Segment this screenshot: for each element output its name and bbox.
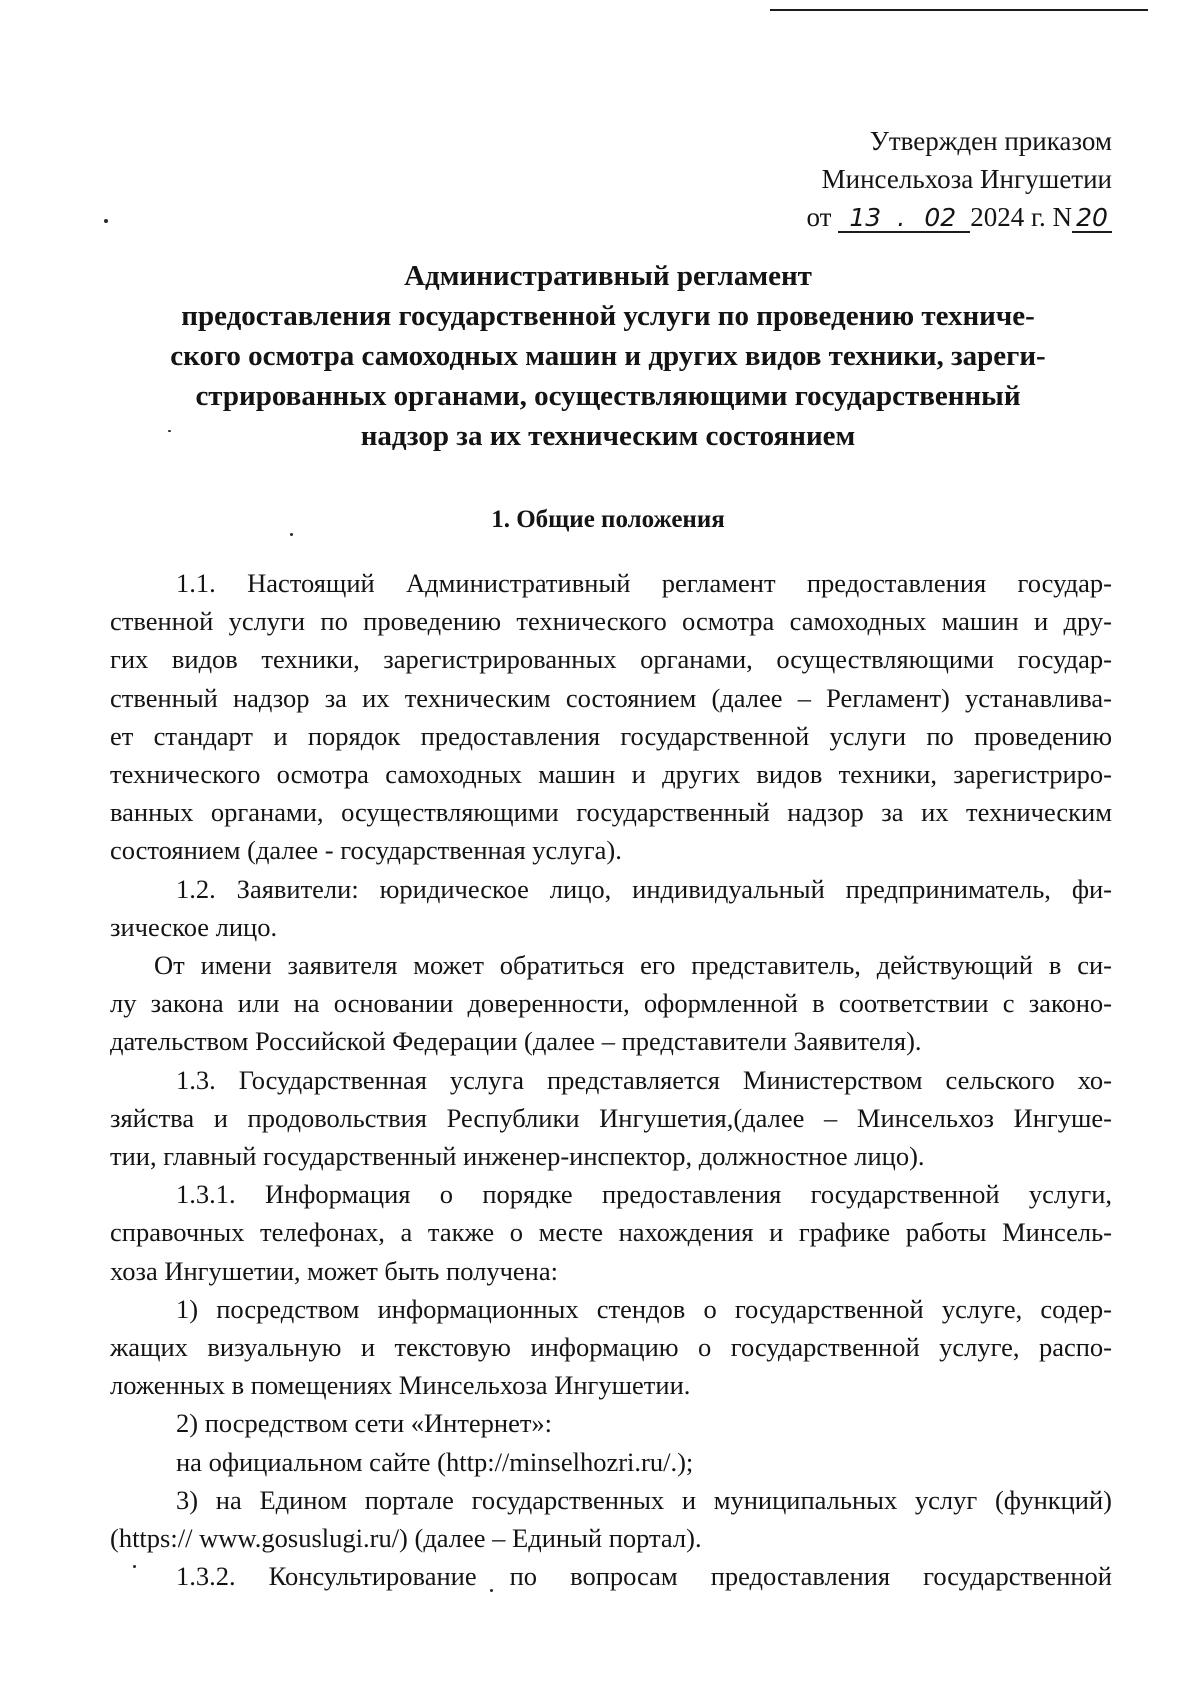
text-line: 1.2. Заявители: юридическое лицо, индивидуальный предприниматель, фи- <box>176 873 1112 904</box>
paragraph-1-2 <box>110 870 1112 946</box>
text-line: ственной услуги по проведению технического осмотра самоходных машин и дру- <box>110 606 1112 637</box>
title-line: Административный регламент <box>404 260 812 292</box>
text-line: 1.3.1. Информация о порядке предоставления государственной услуги, <box>176 1179 1112 1210</box>
text-line: ет стандарт и порядок предоставления государственной услуги по проведению <box>110 720 1112 751</box>
section-heading: 1. Общие положения <box>491 506 725 533</box>
text-line: гих видов техники, зарегистрированных органами, осуществляющими государ- <box>110 644 1112 675</box>
scan-border-line <box>770 9 1148 11</box>
text-line: тии, главный государственный инженер-инспектор, должностное лицо). <box>110 1141 925 1172</box>
text-line: 2) посредством сети «Интернет»: <box>176 1408 553 1439</box>
text-line: зическое лицо. <box>110 911 278 942</box>
text-line: ственный надзор за их техническим состоянием (далее – Регламент) устанавлива- <box>110 682 1112 713</box>
paragraph-1-3 <box>110 1061 1112 1176</box>
approval-line-1: Утвержден приказом <box>869 126 1112 156</box>
text-line: состоянием (далее - государственная услуга). <box>110 835 622 866</box>
title-line: предоставления государственной услуги по проведению техниче- <box>181 300 1035 332</box>
approval-block <box>780 122 1112 236</box>
text-line: зяйства и продовольствия Республики Ингушетия,(далее – Минсельхоз Ингуше- <box>110 1102 1112 1133</box>
text-line: (https:// www.gosuslugi.ru/) (далее – Единый портал). <box>110 1523 702 1554</box>
list-item-3 <box>110 1481 1112 1557</box>
paragraph-1-1 <box>110 564 1112 870</box>
text-line: От имени заявителя может обратиться его представитель, действующий в си- <box>154 950 1112 981</box>
approval-date-month: 02 <box>910 205 970 233</box>
approval-date-separator: . <box>892 205 910 233</box>
title-line: надзор за их техническим состоянием <box>360 420 856 452</box>
text-line: 1.3. Государственная услуга представляется Министерством сельского хо- <box>176 1064 1112 1095</box>
approval-date-line <box>780 198 1112 236</box>
list-item-2 <box>110 1404 1112 1480</box>
text-line: ванных органами, осуществляющими государственный надзор за их техническим <box>110 797 1112 828</box>
approval-order-number: 20 <box>1072 205 1112 233</box>
text-line: 1.3.2. Консультирование по вопросам предоставления государственной <box>176 1561 1112 1592</box>
paragraph-1-3-1 <box>110 1175 1112 1290</box>
title-line: стрированных органами, осуществляющими государственный <box>195 380 1021 412</box>
text-line: хоза Ингушетии, может быть получена: <box>110 1255 558 1286</box>
paragraph-1-3-2 <box>110 1557 1112 1595</box>
scan-speck <box>104 219 108 223</box>
text-line: дательством Российской Федерации (далее – представители Заявителя). <box>110 1026 922 1057</box>
text-line: на официальном сайте (http://minselhozri.ru/.); <box>176 1446 694 1477</box>
document-body <box>110 564 1112 1595</box>
text-line: жащих визуальную и текстовую информацию о государственной услуге, распо- <box>110 1332 1112 1363</box>
approval-date-day: 13 <box>838 205 892 233</box>
text-line: 3) на Едином портале государственных и муниципальных услуг (функций) <box>176 1484 1112 1515</box>
title-line: ского осмотра самоходных машин и других видов техники, зареги- <box>170 340 1046 372</box>
list-item-1 <box>110 1290 1112 1405</box>
text-line: ложенных в помещениях Минсельхоза Ингушетии. <box>110 1370 691 1401</box>
text-line: 1) посредством информационных стендов о государственной услуге, содер- <box>176 1293 1112 1324</box>
document-title <box>95 256 1121 456</box>
approval-prefix: от <box>806 202 832 232</box>
paragraph-representative <box>110 946 1112 1061</box>
approval-line-2: Минсельхоза Ингушетии <box>821 164 1112 194</box>
text-line: справочных телефонах, а также о месте нахождения и графике работы Минсель- <box>110 1217 1112 1248</box>
approval-year: 2024 г. N <box>970 202 1072 232</box>
text-line: технического осмотра самоходных машин и других видов техники, зарегистриро- <box>110 759 1112 790</box>
text-line: 1.1. Настоящий Административный регламент предоставления государ- <box>176 568 1112 598</box>
text-line: лу закона или на основании доверенности, оформленной в соответствии с законо- <box>110 988 1112 1019</box>
